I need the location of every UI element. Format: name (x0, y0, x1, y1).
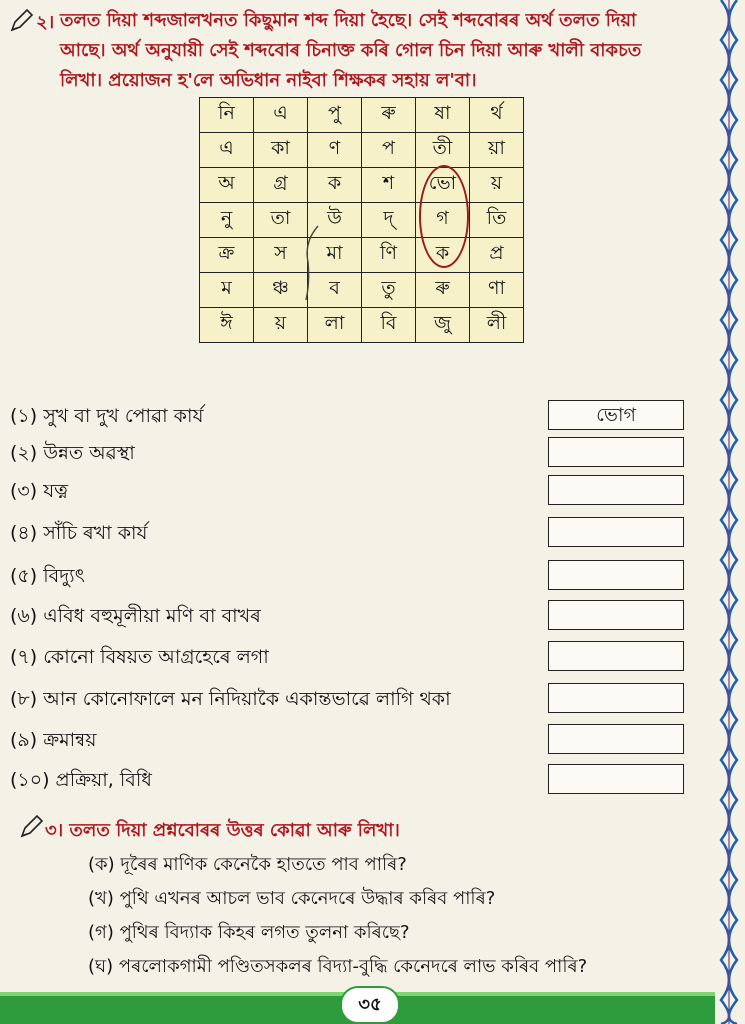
grid-cell: লা (308, 308, 362, 343)
answer-box[interactable] (548, 764, 684, 794)
word-grid (199, 97, 524, 343)
grid-cell: ণা (470, 273, 524, 308)
answer-box[interactable] (548, 560, 684, 590)
answer-box[interactable] (548, 475, 684, 505)
grid-cell: তি (470, 203, 524, 238)
grid-cell: এ (254, 98, 308, 133)
exercise-3-item: (গ) পুথিৰ বিদ্যাক কিহৰ লগত তুলনা কৰিছে? (88, 922, 410, 943)
grid-cell: প (362, 133, 416, 168)
decorative-border (715, 0, 745, 1024)
grid-cell: দ্ (362, 203, 416, 238)
grid-cell: শ (362, 168, 416, 203)
instruction-line: তলত দিয়া শব্দজালখনত কিছুমান শব্দ দিয়া হৈছে। সেই শব্দবোৰৰ অৰ্থ তলত দিয়া (60, 10, 637, 31)
question-label: (৮) আন কোনোফালে মন নিদিয়াকৈ একান্তভাৱে লাগি থকা (10, 688, 451, 710)
grid-cell: ৰ্থ (470, 98, 524, 133)
grid-cell: তু (362, 273, 416, 308)
exercise-3-item: (খ) পুথি এখনৰ আচল ভাব কেনেদৰে উদ্ধাৰ কৰিব পাৰি? (88, 888, 496, 909)
grid-cell: য় (470, 168, 524, 203)
grid-row (200, 168, 524, 203)
grid-cell: তা (254, 203, 308, 238)
grid-row (200, 238, 524, 273)
grid-cell: ণি (362, 238, 416, 273)
grid-cell: কা (254, 133, 308, 168)
grid-cell: এ (200, 133, 254, 168)
grid-cell: ম (200, 273, 254, 308)
grid-cell: ষা (416, 98, 470, 133)
question-label: (১০) প্ৰক্ৰিয়া, বিধি (10, 769, 152, 791)
pencil-mark (300, 222, 330, 302)
grid-cell: তী (416, 133, 470, 168)
question-label: (২) উন্নত অৱস্থা (10, 442, 135, 464)
question-label: (৫) বিদ্যুৎ (10, 565, 85, 587)
answer-box[interactable] (548, 517, 684, 547)
grid-cell: ব (308, 273, 362, 308)
grid-cell: উ (308, 203, 362, 238)
pencil-icon (18, 814, 44, 840)
grid-cell: প্ৰ (470, 238, 524, 273)
grid-cell: নি (200, 98, 254, 133)
answer-circle-mark (419, 165, 469, 268)
question-label: (৭) কোনো বিষয়ত আগ্ৰহেৰে লগা (10, 646, 269, 668)
question-label: (৬) এবিধ বহুমূলীয়া মণি বা বাখৰ (10, 605, 261, 627)
grid-cell: ভো (416, 168, 470, 203)
instruction-line: আছে। অৰ্থ অনুযায়ী সেই শব্দবোৰ চিনাক্ত কৰি গোল চিন দিয়া আৰু খালী বাকচত (60, 40, 642, 61)
pencil-icon (8, 8, 34, 34)
instruction-line: লিখা। প্ৰয়োজন হ'লে অভিধান নাইবা শিক্ষকৰ সহায় ল'বা। (60, 70, 477, 91)
grid-cell: নু (200, 203, 254, 238)
question-label: (৪) সাঁচি ৰখা কাৰ্য (10, 522, 148, 544)
grid-cell: ক (416, 238, 470, 273)
grid-row (200, 203, 524, 238)
grid-cell: ঞ্চ (254, 273, 308, 308)
grid-cell: গ (416, 203, 470, 238)
exercise-2-instruction (60, 6, 700, 96)
grid-cell: ক্ৰ (200, 238, 254, 273)
exercise-2-number: ২। (36, 12, 55, 33)
grid-cell: ঈ (200, 308, 254, 343)
grid-row (200, 133, 524, 168)
exercise-3-item: (ক) দূৰৈৰ মাণিক কেনেকৈ হাততে পাব পাৰি? (88, 854, 407, 875)
grid-cell: জু (416, 308, 470, 343)
grid-cell: লী (470, 308, 524, 343)
grid-cell: স (254, 238, 308, 273)
grid-row (200, 98, 524, 133)
grid-cell: য় (254, 308, 308, 343)
grid-cell: ণ (308, 133, 362, 168)
grid-row (200, 273, 524, 308)
exercise-3-heading: ৩। তলত দিয়া প্ৰশ্নবোৰৰ উত্তৰ কোৱা আৰু লিখা। (45, 820, 400, 841)
answer-box[interactable] (548, 600, 684, 630)
grid-cell: বি (362, 308, 416, 343)
grid-cell: ক (308, 168, 362, 203)
answer-box[interactable] (548, 437, 684, 467)
grid-cell: অ (200, 168, 254, 203)
question-label: (১) সুখ বা দুখ পোৱা কাৰ্য (10, 405, 204, 427)
answer-box[interactable] (548, 683, 684, 713)
answer-box[interactable]: ভোগ (548, 400, 684, 430)
question-label: (৩) যত্ন (10, 480, 69, 502)
grid-cell: য়া (470, 133, 524, 168)
grid-row (200, 308, 524, 343)
grid-cell: মা (308, 238, 362, 273)
answer-box[interactable] (548, 641, 684, 671)
question-label: (৯) ক্ৰমান্বয় (10, 729, 97, 751)
answer-box[interactable] (548, 724, 684, 754)
exercise-3-item: (ঘ) পৰলোকগামী পণ্ডিতসকলৰ বিদ্যা-বুদ্ধি কেনেদৰে লাভ কৰিব পাৰি? (88, 956, 588, 977)
grid-cell: পু (308, 98, 362, 133)
page-number: ৩৫ (340, 986, 400, 1024)
grid-cell: ৰু (416, 273, 470, 308)
grid-cell: গ্ৰ (254, 168, 308, 203)
grid-cell: ৰু (362, 98, 416, 133)
